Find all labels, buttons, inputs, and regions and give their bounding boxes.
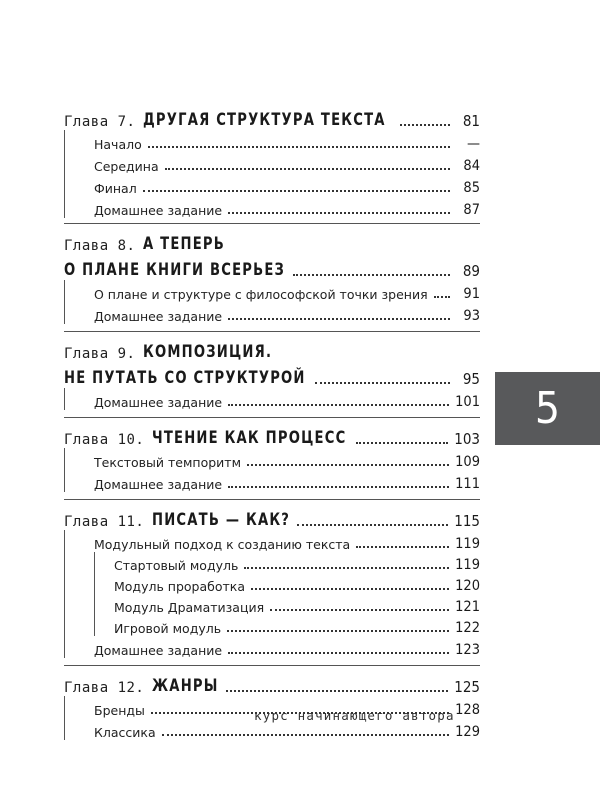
section-title: Финал	[94, 181, 137, 196]
chapter-heading[interactable]	[64, 100, 480, 130]
page-number: 109	[455, 454, 480, 470]
section-entry[interactable]	[64, 302, 480, 324]
leader-dots	[356, 545, 449, 548]
chapter-11	[64, 499, 480, 658]
section-title: Домашнее задание	[94, 477, 223, 492]
chapter-heading[interactable]	[64, 332, 480, 362]
page-number: 121	[455, 599, 480, 615]
subsection-title: Модуль проработка	[114, 579, 245, 594]
leader-dots	[293, 273, 450, 276]
section-title: Модульный подход к созданию текста	[94, 537, 351, 552]
chapter-tab-number: 5	[534, 383, 561, 434]
section-entry[interactable]	[64, 530, 480, 552]
section-entry[interactable]	[64, 280, 480, 302]
page-number: 81	[462, 112, 480, 130]
leader-dots	[162, 733, 449, 736]
section-title: Домашнее задание	[94, 395, 223, 410]
leader-dots	[251, 587, 449, 590]
leader-dots	[244, 566, 449, 569]
section-entry[interactable]	[64, 448, 480, 470]
section-entry[interactable]	[64, 196, 480, 218]
running-footer: курс начинающего автора	[254, 708, 455, 723]
section-entry[interactable]	[64, 388, 480, 410]
page-number: 93	[463, 308, 480, 324]
section-title: Бренды	[94, 703, 145, 718]
chapter-title: ЧТЕНИЕ КАК ПРОЦЕСС	[152, 428, 347, 448]
chapter-title: ПИСАТЬ — КАК?	[152, 510, 291, 530]
section-title: Домашнее задание	[94, 203, 223, 218]
page-number: 119	[455, 536, 480, 552]
chapter-label: Глава 9.	[64, 346, 136, 362]
page-number: 85	[463, 180, 480, 196]
chapter-title: ЖАНРЫ	[152, 676, 219, 696]
chapter-title: КОМПОЗИЦИЯ.	[143, 342, 273, 362]
leader-dots	[356, 441, 448, 444]
section-entry[interactable]	[64, 636, 480, 658]
page-number: 129	[455, 724, 480, 740]
section-title: Текстовый темпоритм	[94, 455, 242, 470]
leader-dots	[165, 167, 450, 170]
subsection-entry[interactable]	[64, 573, 480, 594]
page-number: 128	[455, 702, 480, 718]
subsection-entry[interactable]	[64, 615, 480, 636]
chapter-rule	[64, 696, 65, 740]
section-entry[interactable]	[64, 470, 480, 492]
page-number: 84	[463, 158, 480, 174]
page-number: 119	[455, 557, 480, 573]
chapter-title: А ТЕПЕРЬ	[143, 234, 226, 254]
subsection-title: Стартовый модуль	[114, 558, 239, 573]
section-title: О плане и структуре с философской точки зрения	[94, 287, 428, 302]
section-title: Начало	[94, 137, 142, 152]
table-of-contents	[64, 100, 480, 740]
chapter-heading[interactable]	[64, 666, 480, 696]
leader-dots	[228, 403, 449, 406]
page-number: 95	[462, 370, 480, 388]
chapter-9	[64, 331, 480, 410]
leader-dots	[228, 485, 449, 488]
section-rule	[94, 552, 95, 636]
leader-dots	[434, 295, 450, 298]
chapter-label: Глава 11.	[64, 514, 145, 530]
section-title: Середина	[94, 159, 159, 174]
subsection-title: Модуль Драматизация	[114, 600, 265, 615]
section-entry[interactable]	[64, 152, 480, 174]
chapter-label: Глава 12.	[64, 680, 145, 696]
subsection-title: Игровой модуль	[114, 621, 222, 636]
page-number: 120	[455, 578, 480, 594]
chapter-rule	[64, 280, 65, 324]
leader-dots	[227, 629, 449, 632]
leader-dots	[148, 145, 450, 148]
chapter-title: ДРУГАЯ СТРУКТУРА ТЕКСТА	[143, 110, 387, 130]
leader-dots	[247, 463, 449, 466]
page-number: 115	[454, 512, 480, 530]
chapter-10	[64, 417, 480, 492]
chapter-heading-continued[interactable]	[64, 254, 480, 280]
chapter-heading[interactable]	[64, 418, 480, 448]
leader-dots	[143, 189, 450, 192]
page-number: 123	[455, 642, 480, 658]
chapter-heading[interactable]	[64, 500, 480, 530]
subsection-entry[interactable]	[64, 594, 480, 615]
page-number: 89	[462, 262, 480, 280]
chapter-title-line-2: О ПЛАНЕ КНИГИ ВСЕРЬЕЗ	[64, 260, 286, 280]
chapter-label: Глава 7.	[64, 114, 136, 130]
chapter-label: Глава 8.	[64, 238, 136, 254]
page-number: 87	[463, 202, 480, 218]
chapter-7	[64, 100, 480, 218]
chapter-title-line-2: НЕ ПУТАТЬ СО СТРУКТУРОЙ	[64, 368, 306, 388]
chapter-rule	[64, 388, 65, 410]
section-title: Домашнее задание	[94, 309, 223, 324]
chapter-label: Глава 10.	[64, 432, 145, 448]
leader-dots	[228, 317, 450, 320]
page-number: 111	[455, 476, 480, 492]
chapter-heading[interactable]	[64, 224, 480, 254]
chapter-heading-continued[interactable]	[64, 362, 480, 388]
page-number: 91	[463, 286, 480, 302]
leader-dots	[226, 689, 448, 692]
section-entry[interactable]	[64, 130, 480, 152]
page-number: 125	[454, 678, 480, 696]
chapter-rule	[64, 530, 65, 658]
page-number: 103	[454, 430, 480, 448]
chapter-rule	[64, 130, 65, 218]
page-number: —	[466, 136, 480, 152]
leader-dots	[297, 523, 448, 526]
page-number: 122	[455, 620, 480, 636]
chapter-12	[64, 665, 480, 740]
leader-dots	[270, 608, 449, 611]
page-number: 101	[455, 394, 480, 410]
leader-dots	[228, 211, 450, 214]
section-entry[interactable]	[64, 174, 480, 196]
section-title: Домашнее задание	[94, 643, 223, 658]
leader-dots	[315, 381, 450, 384]
subsection-entry[interactable]	[64, 552, 480, 573]
chapter-rule	[64, 448, 65, 492]
leader-dots	[228, 651, 449, 654]
section-title: Классика	[94, 725, 156, 740]
chapter-8	[64, 223, 480, 324]
chapter-tab	[495, 372, 600, 445]
leader-dots	[400, 123, 450, 126]
